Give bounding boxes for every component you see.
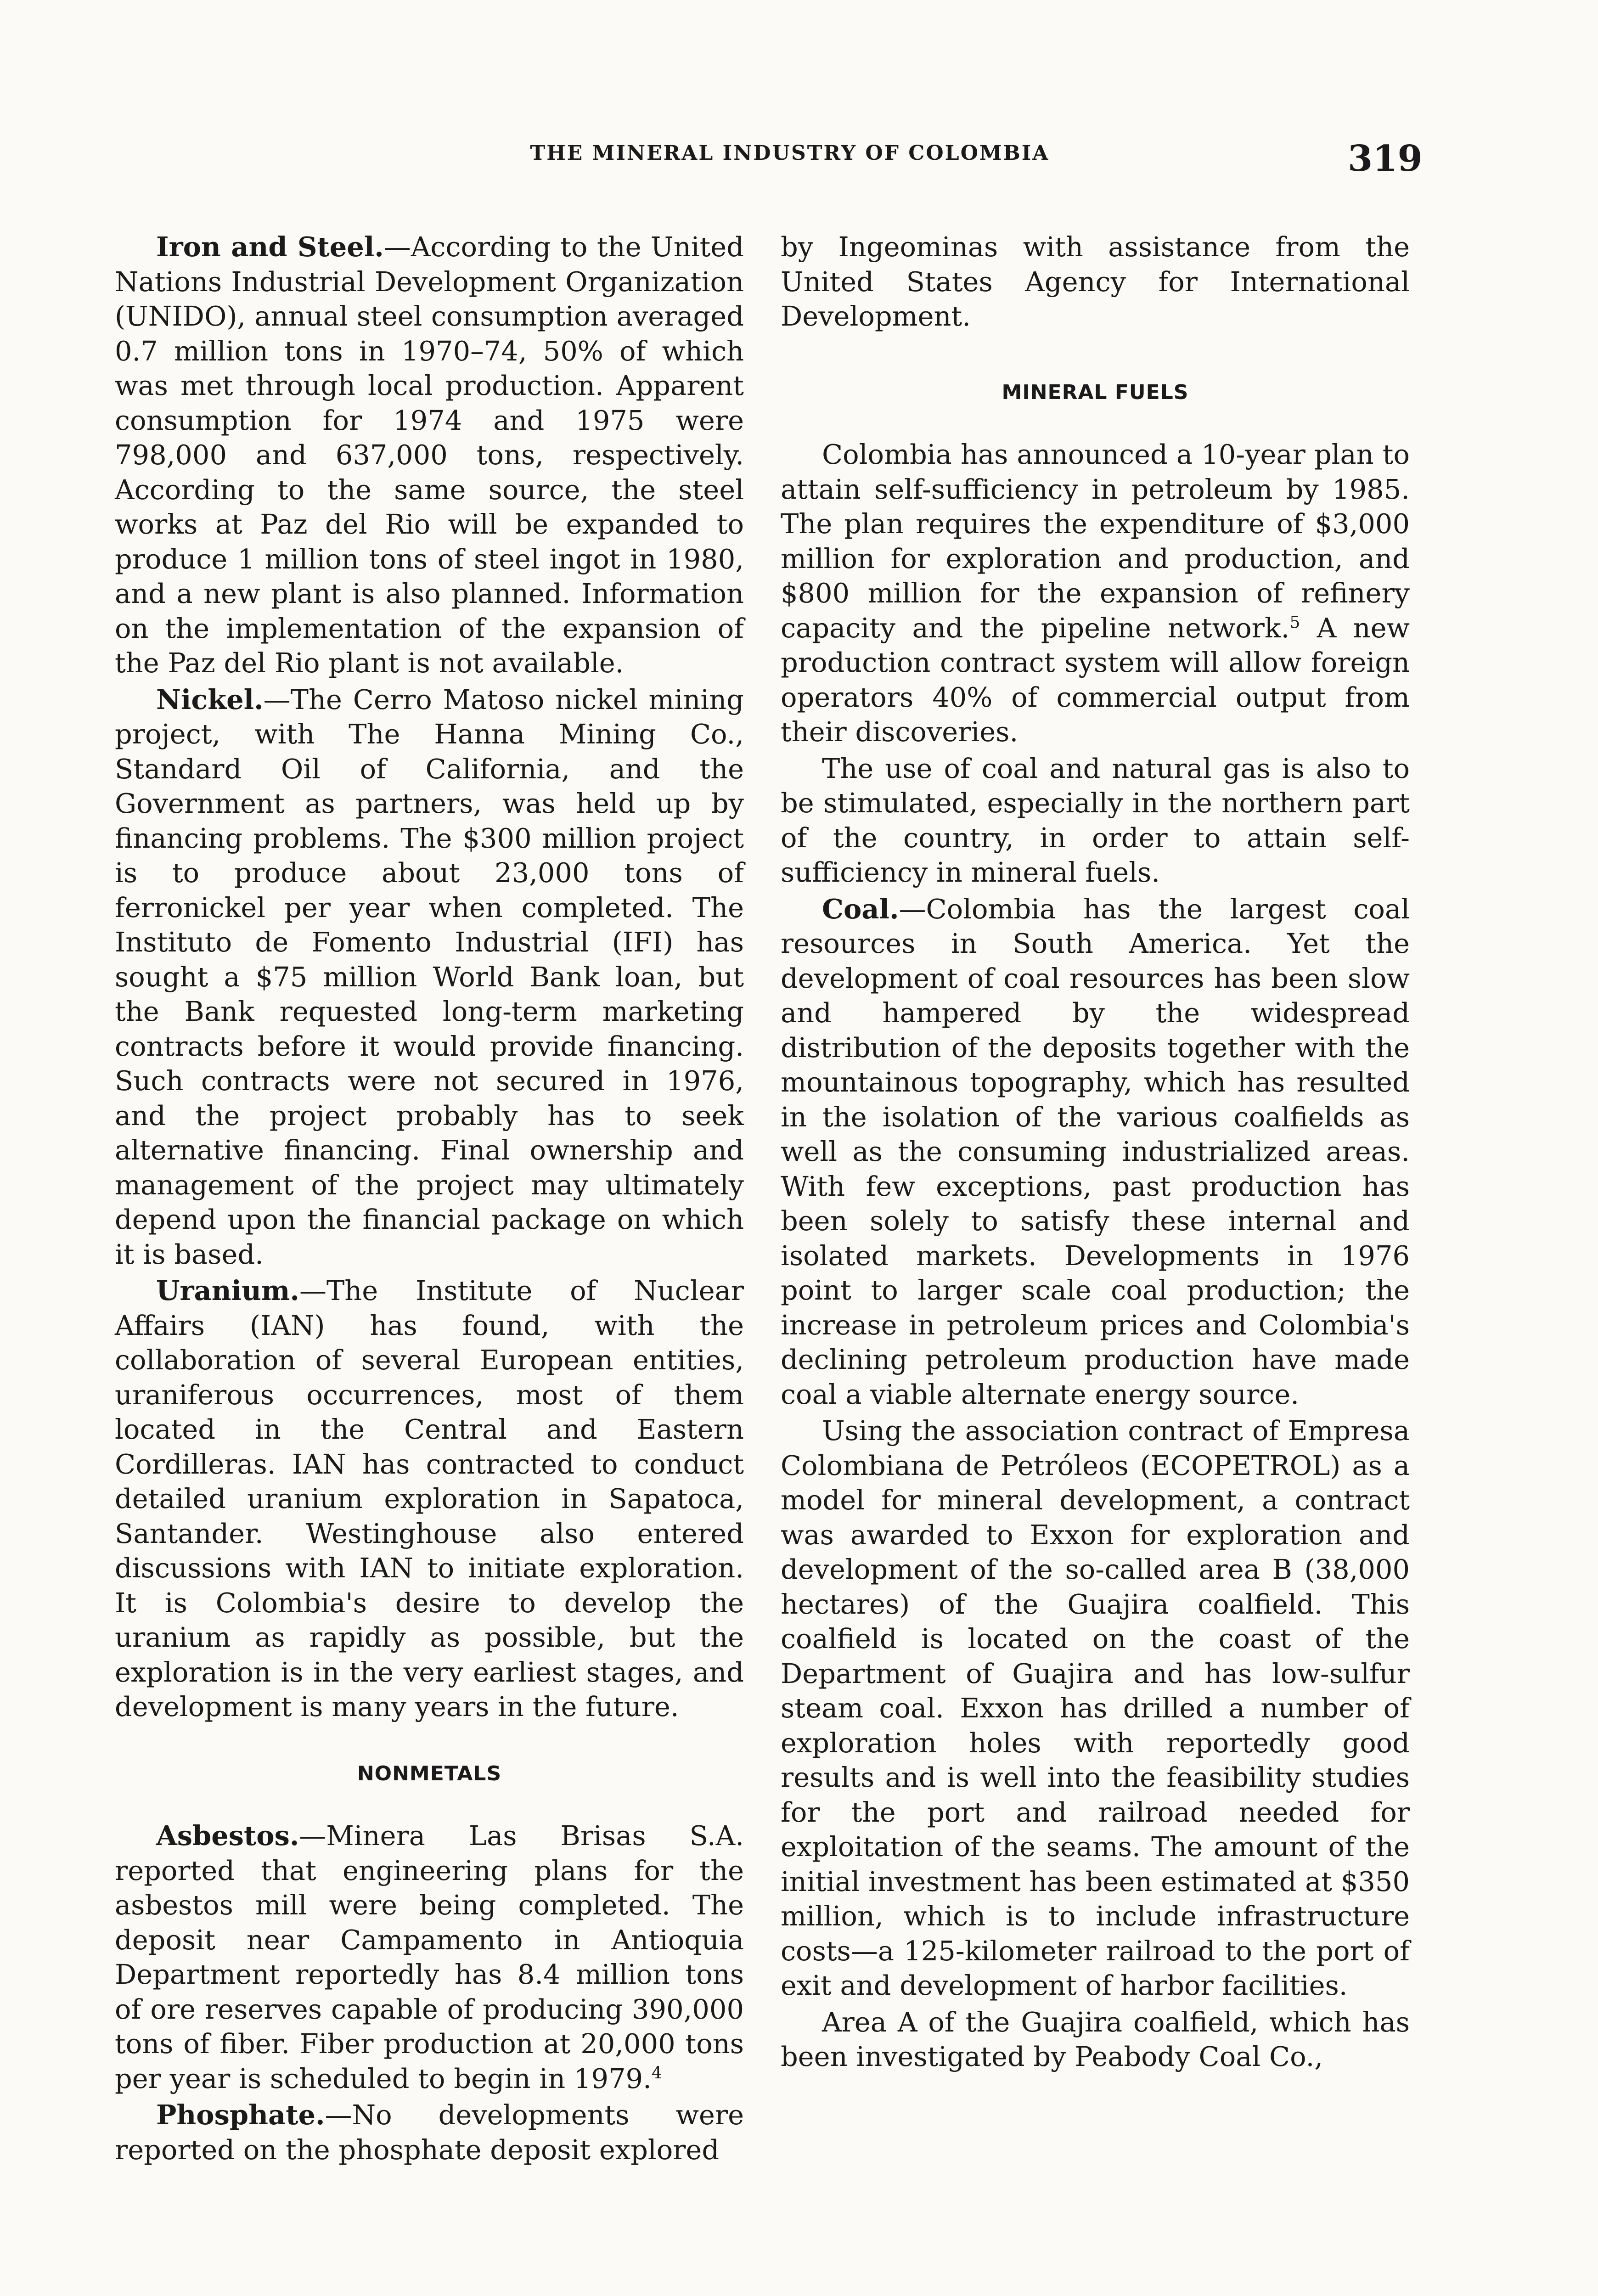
phosphate-continued: by Ingeominas with assistance from the United States Agency for International Development.	[781, 231, 1410, 332]
coal-paragraph	[781, 892, 1410, 1412]
phosphate-paragraph	[115, 2098, 744, 2167]
right-column	[781, 230, 1410, 2074]
uranium-paragraph	[115, 1273, 744, 1724]
fuels-paragraph-1-text: Colombia has announced a 10-year plan to attain self-sufficiency in petroleum by 1985. The plan requires the expenditure of $3,000 million for exploration and production, and $800 million for the expansion of refinery capacity and the pipeline network.	[781, 439, 1410, 644]
uranium-heading: Uranium.	[156, 1275, 299, 1306]
coal-paragraph-3: Area A of the Guajira coalfield, which has been investigated by Peabody Coal Co.,	[781, 2006, 1410, 2072]
mineral-fuels-heading: MINERAL FUELS	[1002, 380, 1189, 404]
coal-paragraph-2: Using the association contract of Empresa Colombiana de Petróleos (ECOPETROL) as a model for mineral development, a contract was awarded to Exxon for exploration and development of the so-called area B (38,000 hectares) of the Guajira coalfield. This coalfield is located on the coast of the Department of Guajira and has low-sulfur steam coal. Exxon has drilled a number of exploration holes with reportedly good results and is well into the feasibility studies for the port and railroad needed for exploitation of the seams. The amount of the initial investment has been estimated at $350 million, which is to include infrastructure costs—a 125-kilometer railroad to the port of exit and development of harbor facilities.	[781, 1415, 1410, 2001]
nickel-text: —The Cerro Matoso nickel mining project, with The Hanna Mining Co., Standard Oil of California, and the Government as partners, was held up by financing problems. The $300 million project is to produce about 23,000 tons of ferronickel per year when completed. The Instituto de Fomento Industrial (IFI) has sought a $75 million World Bank loan, but the Bank requested long-term marketing contracts before it would provide financing. Such contracts were not secured in 1976, and the project probably has to seek alternative financing. Final ownership and management of the project may ultimately depend upon the financial package on which it is based.	[115, 683, 744, 1270]
phosphate-heading: Phosphate.	[156, 2099, 325, 2131]
coal-heading: Coal.	[822, 893, 899, 925]
running-title: THE MINERAL INDUSTRY OF COLOMBIA	[530, 141, 1050, 165]
uranium-text: —The Institute of Nuclear Affairs (IAN) has found, with the collaboration of several European entities, uraniferous occurrences, most of them located in the Central and Eastern Cordilleras. IAN has contracted to conduct detailed uranium exploration in Sapatoca, Santander. Westinghouse also entered discussions with IAN to initiate exploration. It is Colombia's desire to develop the uranium as rapidly as possible, but the exploration is in the very earliest stages, and development is many years in the future.	[115, 1275, 744, 1722]
phosphate-text: —No developments were reported on the phosphate deposit explored	[115, 2099, 744, 2166]
fuels-paragraph-1	[781, 437, 1410, 749]
fuels-paragraph-2: The use of coal and natural gas is also to be stimulated, especially in the northern part of the country, in order to attain self-sufficiency in mineral fuels.	[781, 752, 1410, 888]
nickel-paragraph	[115, 682, 744, 1272]
nickel-heading: Nickel.	[156, 683, 264, 715]
asbestos-heading: Asbestos.	[156, 1820, 299, 1851]
page-number: 319	[1348, 138, 1423, 180]
coal-text: —Colombia has the largest coal resources in South America. Yet the development of coal resources has been slow and hampered by the widespread distribution of the deposits together with the mountainous topography, which has resulted in the isolation of the various coalfields as well as the consuming industrialized areas. With few exceptions, past production has been solely to satisfy these internal and isolated markets. Developments in 1976 point to larger scale coal production; the increase in petroleum prices and Colombia's declining petroleum production have made coal a viable alternate energy source.	[781, 893, 1410, 1410]
asbestos-paragraph	[115, 1818, 744, 2096]
iron-steel-paragraph	[115, 230, 744, 681]
asbestos-text: —Minera Las Brisas S.A. reported that engineering plans for the asbestos mill were being completed. The deposit near Campamento in Antioquia Department reportedly has 8.4 million tons of ore reserves capable of producing 390,000 tons of fiber. Fiber production at 20,000 tons per year is scheduled to begin in 1979.	[115, 1820, 744, 2094]
left-column	[115, 230, 744, 2167]
nonmetals-heading: NONMETALS	[357, 1761, 502, 1785]
iron-steel-heading: Iron and Steel.	[156, 231, 384, 263]
footnote-ref-4[interactable]: 4	[651, 2063, 662, 2082]
fuels-paragraph-1-tail: A new production contract system will allow foreign operators 40% of commercial output from their discoveries.	[781, 612, 1410, 748]
footnote-ref-5[interactable]: 5	[1289, 613, 1300, 632]
iron-steel-text: —According to the United Nations Industrial Development Organization (UNIDO), annual steel consumption averaged 0.7 million tons in 1970–74, 50% of which was met through local production. Apparent consumption for 1974 and 1975 were 798,000 and 637,000 tons, respectively. According to the same source, the steel works at Paz del Rio will be expanded to produce 1 million tons of steel ingot in 1980, and a new plant is also planned. Information on the implementation of the expansion of the Paz del Rio plant is not available.	[115, 231, 744, 679]
